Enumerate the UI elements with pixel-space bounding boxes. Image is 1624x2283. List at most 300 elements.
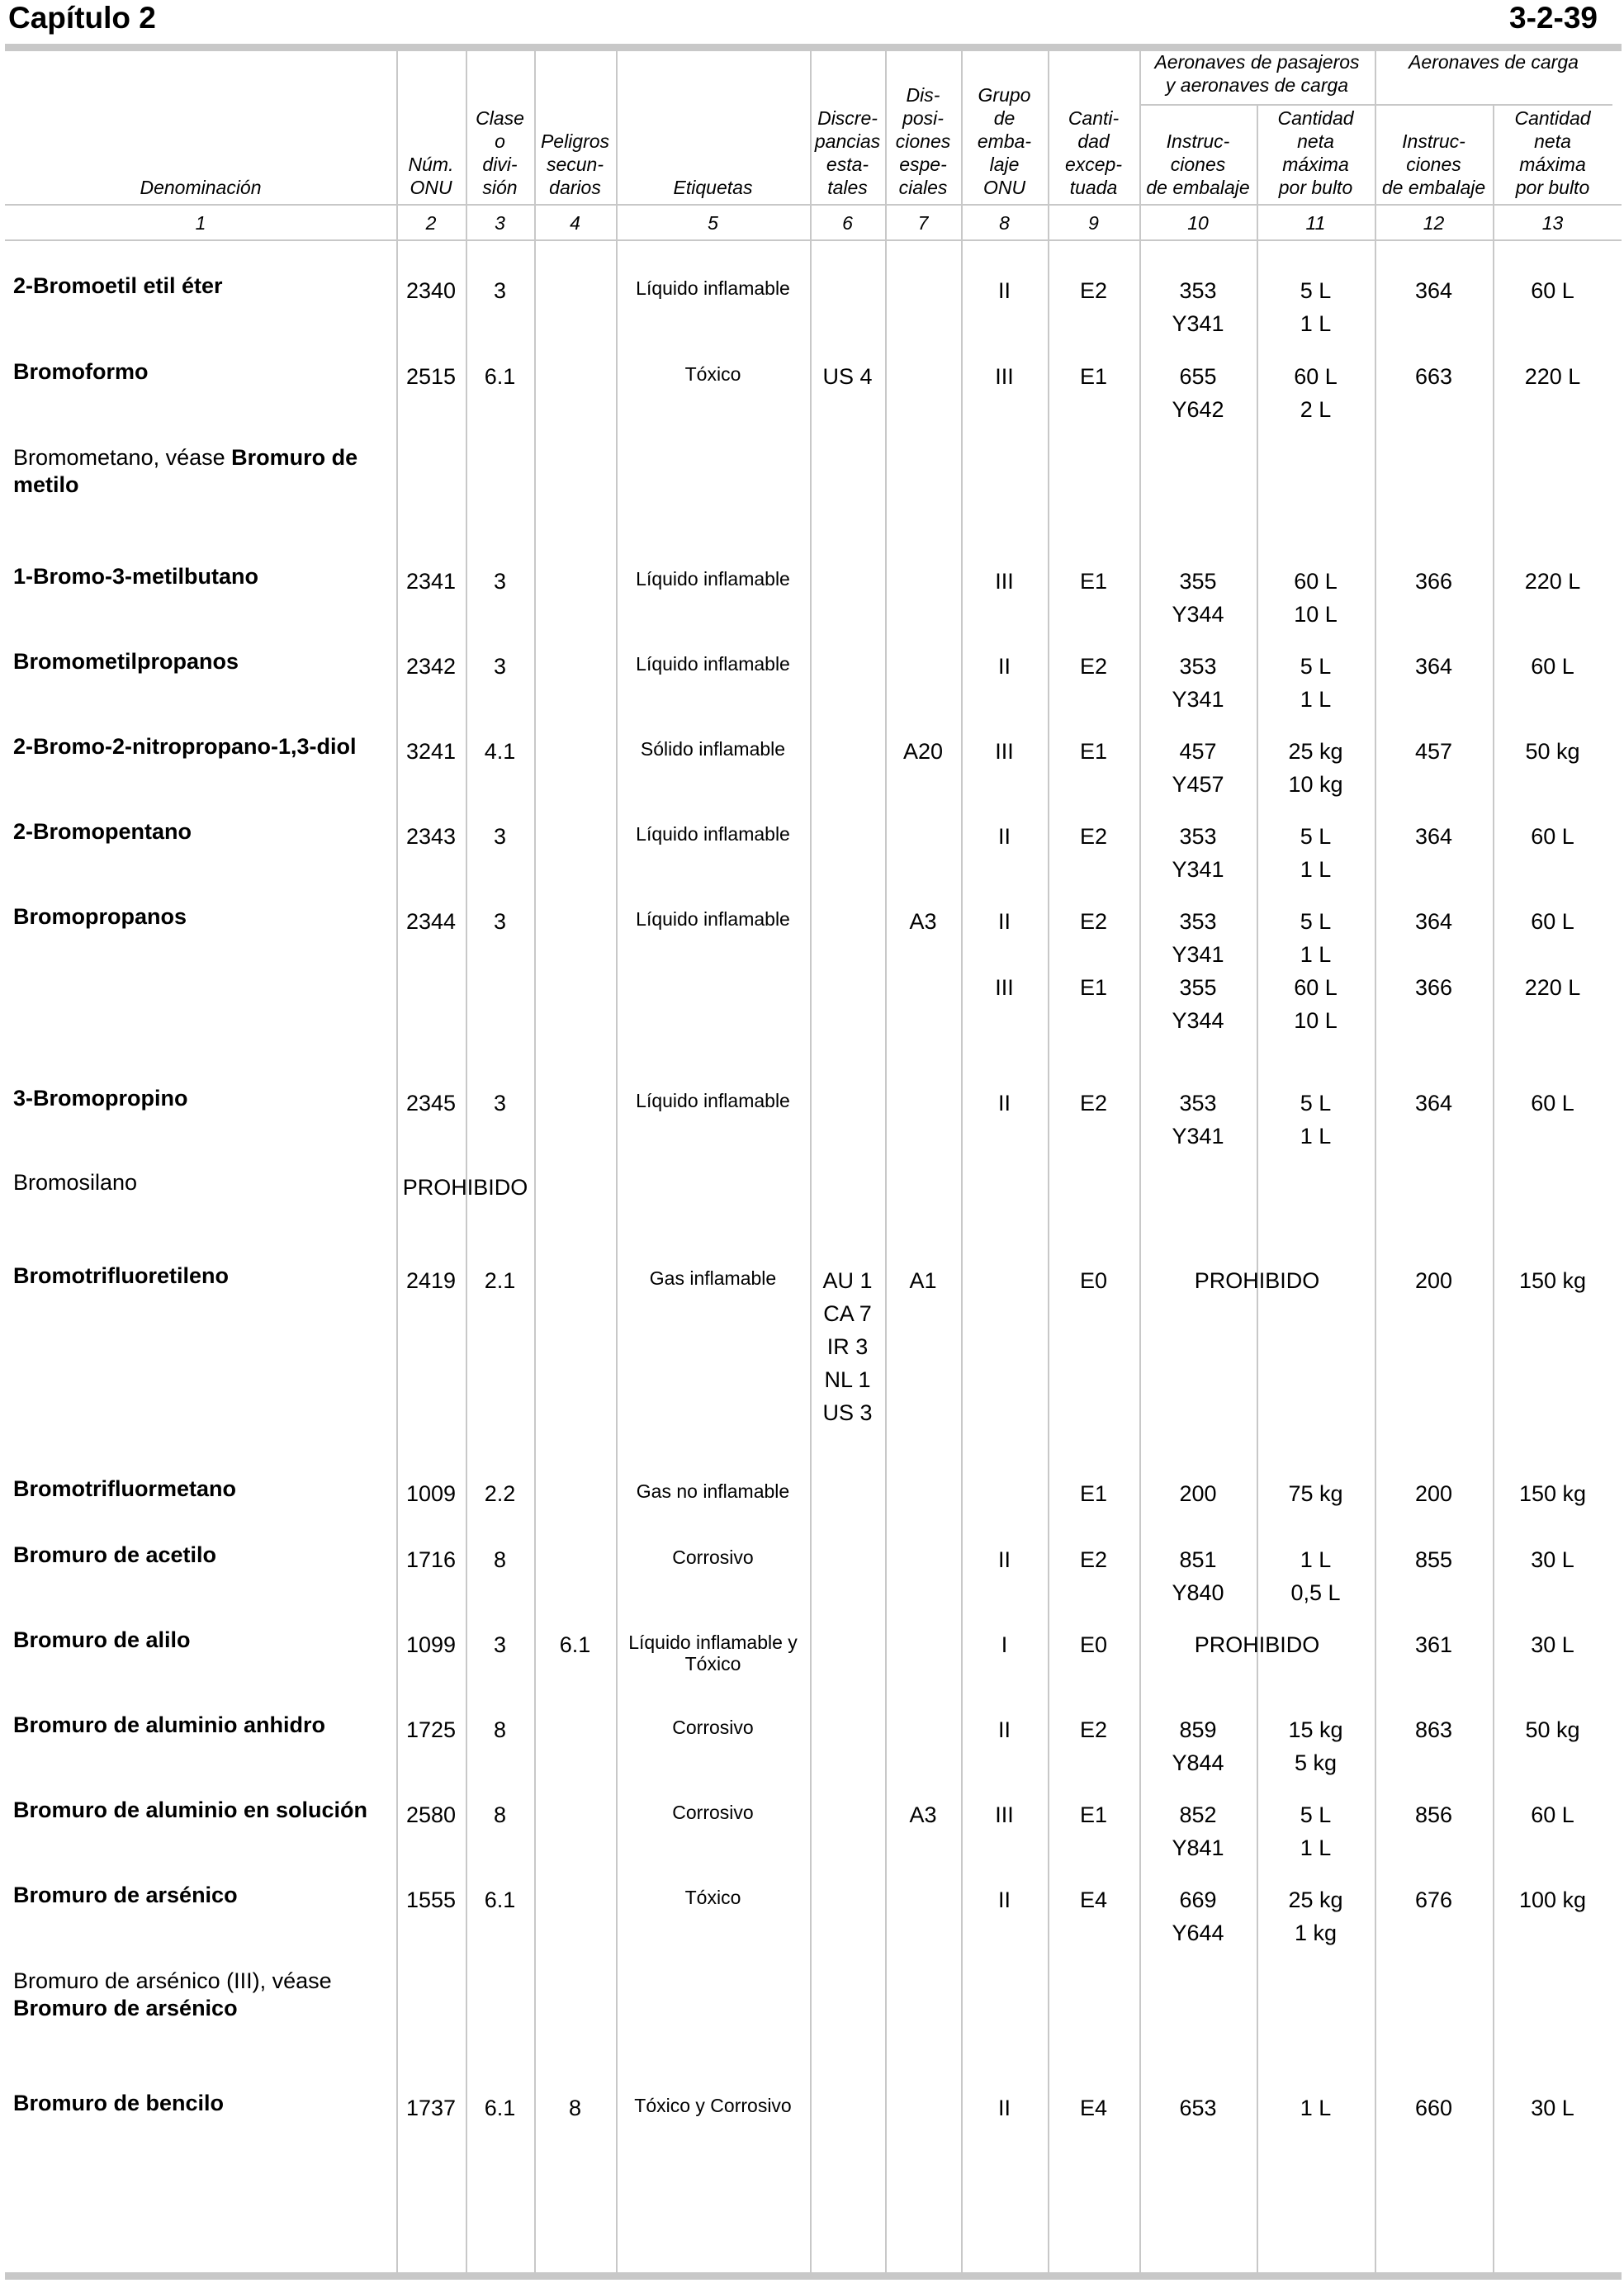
hazard-label: Líquido inflamable	[636, 277, 790, 299]
cargo-packing-instruction-value	[1375, 938, 1493, 971]
substance-name-bold: Bromotrifluoretileno	[13, 1263, 229, 1288]
passenger-packing-instruction-value: 353	[1179, 909, 1217, 934]
header-divider	[5, 204, 1622, 206]
cargo-packing-instruction-value: 364	[1414, 824, 1453, 849]
substance-name-bold: 1-Bromo-3-metilbutano	[13, 564, 258, 589]
cargo-packing-instruction	[1375, 905, 1493, 1004]
substance-name	[13, 1542, 395, 1569]
cargo-packing-instruction-value: 364	[1414, 909, 1453, 934]
cargo-max-net-quantity	[1493, 1713, 1612, 1746]
passenger-max-net-quantity-value: 5 kg	[1294, 1750, 1338, 1775]
un-number: 2342	[405, 654, 457, 679]
special-provision: A1	[909, 1268, 937, 1293]
state-variation-value: NL 1	[824, 1367, 871, 1392]
un-number: 2419	[405, 1268, 457, 1293]
class-division: 3	[493, 824, 507, 849]
hazard-label: Líquido inflamable	[636, 1090, 790, 1111]
substance-name-bold: Bromopropanos	[13, 904, 187, 929]
packing-group-value: II	[997, 1888, 1011, 1912]
column-header: Clase o divi- sión	[476, 107, 524, 198]
passenger-max-net-quantity-value: 60 L	[1294, 975, 1338, 1000]
substance-name	[13, 1169, 395, 1196]
cargo-packing-instruction-value: 863	[1414, 1717, 1453, 1742]
un-number: 2341	[405, 569, 457, 594]
packing-group-value: III	[995, 739, 1014, 764]
hazard-label: Líquido inflamable	[636, 823, 790, 845]
hazard-label: Corrosivo	[672, 1802, 754, 1823]
substance-name	[13, 903, 395, 931]
packing-group	[961, 905, 1048, 1004]
substance-name	[13, 444, 395, 499]
cargo-max-net-quantity-value: 30 L	[1531, 1547, 1574, 1572]
passenger-max-net-quantity-value: 60 L	[1294, 364, 1338, 389]
cargo-max-net-quantity-value: 150 kg	[1518, 1481, 1587, 1506]
substance-name	[13, 1712, 395, 1739]
cargo-packing-instruction-value: 364	[1414, 278, 1453, 303]
passenger-max-net-quantity-value: 1 L	[1300, 2096, 1332, 2120]
cargo-max-net-quantity-value: 60 L	[1531, 278, 1574, 303]
passenger-max-net-quantity-value: 5 L	[1300, 278, 1332, 303]
cargo-packing-instruction	[1375, 274, 1493, 307]
un-number: 1737	[405, 2096, 457, 2120]
passenger-packing-instruction	[1139, 735, 1257, 801]
packing-group	[961, 650, 1048, 683]
cargo-max-net-quantity-value: 50 kg	[1525, 1717, 1580, 1742]
excepted-quantity	[1048, 1628, 1139, 1661]
passenger-max-net-quantity-value: 5 L	[1300, 909, 1332, 934]
page-reference: 3-2-39	[1509, 1, 1598, 35]
cargo-max-net-quantity-value: 30 L	[1531, 2096, 1574, 2120]
cargo-max-net-quantity	[1493, 1477, 1612, 1510]
passenger-max-net-quantity-value: 5 L	[1300, 1091, 1332, 1115]
excepted-quantity-value: E4	[1079, 1888, 1108, 1912]
substance-name-text: Bromuro de arsénico (III), véase	[13, 1968, 332, 1993]
packing-group-value	[961, 938, 1048, 971]
cargo-max-net-quantity-value: 150 kg	[1518, 1268, 1587, 1293]
passenger-packing-instruction	[1139, 1477, 1257, 1510]
excepted-quantity	[1048, 820, 1139, 853]
packing-group	[961, 1087, 1048, 1120]
substance-name	[13, 1797, 395, 1824]
packing-group	[961, 274, 1048, 307]
passenger-max-net-quantity-value: 75 kg	[1288, 1481, 1343, 1506]
cargo-packing-instruction	[1375, 360, 1493, 393]
excepted-quantity	[1048, 1264, 1139, 1297]
column-divider	[616, 51, 618, 2272]
passenger-max-net-quantity-value: 10 L	[1294, 602, 1338, 627]
state-variation-value: CA 7	[823, 1301, 872, 1326]
column-number: 11	[1305, 212, 1326, 234]
packing-group-value: II	[997, 654, 1011, 679]
column-number: 5	[708, 212, 718, 234]
excepted-quantity	[1048, 650, 1139, 683]
column-number: 12	[1423, 212, 1445, 234]
substance-name	[13, 1968, 395, 2022]
substance-name-bold: Bromuro de acetilo	[13, 1542, 217, 1567]
hazard-label: Tóxico	[684, 363, 741, 385]
special-provision: A20	[902, 739, 944, 764]
excepted-quantity-value: E1	[1079, 975, 1108, 1000]
column-header: Núm. ONU	[408, 154, 454, 198]
class-division: 3	[493, 278, 507, 303]
hazard-label: Corrosivo	[672, 1717, 754, 1738]
passenger-max-net-quantity	[1257, 565, 1375, 631]
cargo-packing-instruction-value: 856	[1414, 1802, 1453, 1827]
passenger-max-net-quantity-value: 5 L	[1300, 824, 1332, 849]
packing-group-value: III	[995, 569, 1014, 594]
packing-group-value: II	[997, 278, 1011, 303]
passenger-max-net-quantity	[1257, 1087, 1375, 1153]
passenger-packing-instruction	[1139, 274, 1257, 340]
passenger-max-net-quantity	[1257, 1713, 1375, 1779]
substance-name-bold: Bromuro de arsénico	[13, 1996, 238, 2020]
passenger-packing-instruction-value: Y341	[1172, 942, 1224, 967]
group-header-divider	[1139, 104, 1612, 106]
substance-name-bold: 3-Bromopropino	[13, 1086, 188, 1111]
cargo-max-net-quantity-value: 60 L	[1531, 1091, 1574, 1115]
passenger-forbidden: PROHIBIDO	[1194, 1268, 1320, 1293]
special-provision: A3	[909, 909, 937, 934]
cargo-max-net-quantity	[1493, 650, 1612, 683]
column-header: Etiquetas	[673, 177, 753, 198]
passenger-max-net-quantity	[1257, 1883, 1375, 1949]
hazard-label: Líquido inflamable	[636, 653, 790, 675]
hazard-label: Tóxico	[684, 1887, 741, 1908]
class-division: 4.1	[484, 739, 516, 764]
packing-group	[961, 1713, 1048, 1746]
subsidiary-hazard: 8	[568, 2096, 582, 2120]
hazard-label: Sólido inflamable	[640, 738, 786, 760]
column-header: Peligros secun- darios	[540, 130, 610, 198]
substance-name-bold: Bromuro de metilo	[13, 445, 358, 497]
packing-group-value: II	[997, 1547, 1011, 1572]
cargo-max-net-quantity-value: 100 kg	[1518, 1888, 1587, 1912]
un-number: 1099	[405, 1632, 457, 1657]
passenger-max-net-quantity-value: 15 kg	[1288, 1717, 1343, 1742]
passenger-packing-instruction	[1139, 360, 1257, 426]
substance-name	[13, 1475, 395, 1503]
excepted-quantity	[1048, 905, 1139, 1004]
passenger-packing-instruction-value: Y341	[1172, 311, 1224, 336]
cargo-max-net-quantity-value: 220 L	[1524, 975, 1581, 1000]
column-number: 3	[495, 212, 505, 234]
column-header: Denominación	[140, 177, 262, 198]
column-header: Discre- pancias esta- tales	[814, 107, 881, 198]
packing-group-value: II	[997, 1091, 1011, 1115]
column-number: 1	[195, 212, 206, 234]
class-division: 2.2	[484, 1481, 516, 1506]
class-division: 3	[493, 1091, 507, 1115]
cargo-packing-instruction-value: 361	[1414, 1632, 1453, 1657]
passenger-max-net-quantity-value: 2 L	[1300, 397, 1332, 422]
substance-name-bold: Bromuro de aluminio anhidro	[13, 1712, 326, 1737]
cargo-packing-instruction-value: 200	[1414, 1268, 1453, 1293]
passenger-max-net-quantity-value: 1 L	[1300, 857, 1332, 882]
cargo-max-net-quantity-value: 220 L	[1524, 364, 1581, 389]
column-number: 8	[999, 212, 1010, 234]
passenger-max-net-quantity	[1257, 1543, 1375, 1609]
column-number: 10	[1187, 212, 1209, 234]
un-number: 1555	[405, 1888, 457, 1912]
cargo-packing-instruction-value: 663	[1414, 364, 1453, 389]
passenger-packing-instruction	[1139, 905, 1257, 1037]
column-header: Instruc- ciones de embalaje	[1146, 130, 1250, 198]
cargo-max-net-quantity-value: 60 L	[1531, 909, 1574, 934]
un-number: 1009	[405, 1481, 457, 1506]
cargo-packing-instruction	[1375, 565, 1493, 598]
passenger-packing-instruction-value: 353	[1179, 1091, 1217, 1115]
excepted-quantity	[1048, 360, 1139, 393]
cargo-max-net-quantity	[1493, 735, 1612, 768]
passenger-packing-instruction-value: 669	[1179, 1888, 1217, 1912]
excepted-quantity	[1048, 1087, 1139, 1120]
cargo-max-net-quantity	[1493, 1543, 1612, 1576]
substance-name-bold: Bromometilpropanos	[13, 649, 239, 674]
bottom-rule	[5, 2272, 1622, 2280]
excepted-quantity-value: E0	[1079, 1268, 1108, 1293]
un-number: 2345	[405, 1091, 457, 1115]
packing-group	[961, 1883, 1048, 1916]
passenger-packing-instruction	[1139, 650, 1257, 716]
cargo-packing-instruction	[1375, 2091, 1493, 2124]
passenger-packing-instruction	[1139, 2091, 1257, 2124]
passenger-max-net-quantity	[1257, 905, 1375, 1037]
cargo-packing-instruction	[1375, 735, 1493, 768]
cargo-max-net-quantity-value	[1493, 938, 1612, 971]
excepted-quantity	[1048, 735, 1139, 768]
special-provision: A3	[909, 1802, 937, 1827]
excepted-quantity	[1048, 565, 1139, 598]
substance-name-bold: Bromoformo	[13, 359, 149, 384]
column-divider	[885, 51, 887, 2272]
column-number-divider	[5, 239, 1622, 241]
cargo-packing-instruction-value: 457	[1414, 739, 1453, 764]
packing-group-value: II	[997, 909, 1011, 934]
un-number: 1716	[405, 1547, 457, 1572]
passenger-max-net-quantity	[1257, 2091, 1375, 2124]
excepted-quantity-value	[1048, 938, 1139, 971]
passenger-packing-instruction-value: Y840	[1172, 1580, 1224, 1605]
substance-name-bold: Bromuro de bencilo	[13, 2091, 225, 2115]
state-variation-value: AU 1	[822, 1268, 873, 1293]
state-variation-value: IR 3	[826, 1334, 869, 1359]
cargo-packing-instruction	[1375, 650, 1493, 683]
cargo-packing-instruction	[1375, 1477, 1493, 1510]
substance-name-bold: Bromuro de arsénico	[13, 1883, 238, 1907]
packing-group	[961, 565, 1048, 598]
passenger-packing-instruction	[1139, 1798, 1257, 1864]
excepted-quantity	[1048, 1883, 1139, 1916]
cargo-max-net-quantity	[1493, 820, 1612, 853]
passenger-packing-instruction-value: 851	[1179, 1547, 1217, 1572]
cargo-max-net-quantity-value: 30 L	[1531, 1632, 1574, 1657]
column-number: 2	[425, 212, 437, 234]
passenger-max-net-quantity-value: 10 kg	[1288, 772, 1343, 797]
excepted-quantity-value: E1	[1079, 1802, 1108, 1827]
passenger-max-net-quantity-value: 1 L	[1300, 311, 1332, 336]
cargo-max-net-quantity	[1493, 1628, 1612, 1661]
column-divider	[534, 51, 536, 2272]
excepted-quantity	[1048, 1713, 1139, 1746]
hazard-label: Gas inflamable	[649, 1267, 777, 1289]
cargo-packing-instruction-value: 364	[1414, 1091, 1453, 1115]
un-number: 2515	[405, 364, 457, 389]
cargo-packing-instruction	[1375, 1543, 1493, 1576]
passenger-max-net-quantity-value: 1 L	[1300, 942, 1332, 967]
excepted-quantity-value: E2	[1079, 909, 1108, 934]
packing-group-value: I	[1001, 1632, 1008, 1657]
excepted-quantity-value: E2	[1079, 1547, 1108, 1572]
passenger-max-net-quantity-value: 5 L	[1300, 654, 1332, 679]
excepted-quantity-value: E1	[1079, 364, 1108, 389]
substance-name-bold: Bromuro de alilo	[13, 1627, 191, 1652]
packing-group-value: II	[997, 2096, 1011, 2120]
state-variation	[810, 1264, 885, 1429]
passenger-packing-instruction-value: 653	[1179, 2096, 1217, 2120]
group-header-cargo-aircraft: Aeronaves de carga	[1409, 51, 1579, 73]
cargo-packing-instruction-value: 366	[1414, 975, 1453, 1000]
cargo-packing-instruction-value: 660	[1414, 2096, 1453, 2120]
excepted-quantity	[1048, 274, 1139, 307]
passenger-max-net-quantity	[1257, 650, 1375, 716]
packing-group-value: III	[995, 975, 1014, 1000]
excepted-quantity-value: E2	[1079, 1717, 1108, 1742]
chapter-title: Capítulo 2	[8, 1, 156, 35]
packing-group-value: II	[997, 824, 1011, 849]
substance-name	[13, 818, 395, 845]
passenger-max-net-quantity-value: 0,5 L	[1290, 1580, 1341, 1605]
passenger-packing-instruction	[1139, 820, 1257, 886]
substance-name-text: Bromosilano	[13, 1170, 138, 1195]
packing-group	[961, 735, 1048, 768]
cargo-packing-instruction	[1375, 1713, 1493, 1746]
cargo-max-net-quantity-value: 60 L	[1531, 1802, 1574, 1827]
substance-name	[13, 733, 395, 760]
passenger-packing-instruction	[1139, 1543, 1257, 1609]
packing-group	[961, 2091, 1048, 2124]
cargo-packing-instruction-value: 364	[1414, 654, 1453, 679]
passenger-packing-instruction	[1139, 565, 1257, 631]
passenger-max-net-quantity-value: 1 L	[1300, 1835, 1332, 1860]
cargo-max-net-quantity-value: 220 L	[1524, 569, 1581, 594]
column-header: Cantidad neta máxima por bulto	[1277, 107, 1354, 198]
passenger-packing-instruction-value: Y642	[1172, 397, 1224, 422]
hazard-label: Gas no inflamable	[636, 1480, 790, 1502]
cargo-max-net-quantity	[1493, 2091, 1612, 2124]
substance-name-bold: 2-Bromo-2-nitropropano-1,3-diol	[13, 734, 357, 759]
excepted-quantity	[1048, 1798, 1139, 1831]
substance-name-bold: Bromotrifluormetano	[13, 1476, 236, 1501]
column-divider	[1493, 104, 1494, 2272]
class-division: 6.1	[484, 364, 516, 389]
un-number: 1725	[405, 1717, 457, 1742]
excepted-quantity-value: E2	[1079, 824, 1108, 849]
passenger-packing-instruction-value: 655	[1179, 364, 1217, 389]
passenger-packing-instruction-value: Y844	[1172, 1750, 1224, 1775]
passenger-packing-instruction-value: 353	[1179, 278, 1217, 303]
passenger-packing-instruction	[1139, 1087, 1257, 1153]
column-number: 13	[1541, 212, 1564, 234]
passenger-max-net-quantity-value: 1 L	[1300, 687, 1332, 712]
cargo-max-net-quantity	[1493, 1087, 1612, 1120]
passenger-packing-instruction	[1139, 1883, 1257, 1949]
class-division: 3	[493, 569, 507, 594]
class-division: 3	[493, 654, 507, 679]
cargo-max-net-quantity	[1493, 1798, 1612, 1831]
class-division: 3	[493, 909, 507, 934]
column-number: 6	[842, 212, 853, 234]
class-division: 2.1	[484, 1268, 516, 1293]
packing-group-value: III	[995, 1802, 1014, 1827]
state-variation	[810, 360, 885, 393]
hazard-label: Líquido inflamable	[636, 568, 790, 590]
state-variation-value: US 3	[822, 1400, 873, 1425]
subsidiary-hazard: 6.1	[559, 1632, 591, 1657]
excepted-quantity	[1048, 2091, 1139, 2124]
passenger-packing-instruction-value: 355	[1179, 975, 1217, 1000]
column-header: Instruc- ciones de embalaje	[1381, 130, 1486, 198]
passenger-max-net-quantity	[1257, 735, 1375, 801]
passenger-packing-instruction-value: 353	[1179, 654, 1217, 679]
passenger-max-net-quantity-value: 1 L	[1300, 1547, 1332, 1572]
passenger-max-net-quantity-value: 25 kg	[1288, 1888, 1343, 1912]
cargo-packing-instruction	[1375, 820, 1493, 853]
passenger-max-net-quantity-value: 1 L	[1300, 1124, 1332, 1149]
un-number: 3241	[405, 739, 457, 764]
packing-group	[961, 360, 1048, 393]
hazard-label: Corrosivo	[672, 1546, 754, 1568]
passenger-packing-instruction-value: Y457	[1172, 772, 1224, 797]
passenger-packing-instruction-value: 355	[1179, 569, 1217, 594]
class-division: 8	[493, 1717, 507, 1742]
substance-name	[13, 1882, 395, 1909]
cargo-max-net-quantity	[1493, 905, 1612, 1004]
substance-name	[13, 1085, 395, 1112]
passenger-max-net-quantity-value: 1 kg	[1294, 1921, 1338, 1945]
passenger-packing-instruction-value: Y341	[1172, 1124, 1224, 1149]
passenger-packing-instruction-value: Y344	[1172, 1008, 1224, 1033]
excepted-quantity-value: E2	[1079, 1091, 1108, 1115]
passenger-packing-instruction-value: 457	[1179, 739, 1217, 764]
passenger-max-net-quantity-value: 5 L	[1300, 1802, 1332, 1827]
substance-name	[13, 2090, 395, 2117]
group-header-passenger-aircraft: Aeronaves de pasajeros y aeronaves de carga	[1154, 51, 1360, 96]
cargo-packing-instruction-value: 200	[1414, 1481, 1453, 1506]
cargo-max-net-quantity-value: 50 kg	[1525, 739, 1580, 764]
passenger-max-net-quantity	[1257, 1798, 1375, 1864]
class-division: 3	[493, 1632, 507, 1657]
hazard-label: Líquido inflamable	[636, 908, 790, 930]
passenger-max-net-quantity	[1257, 1477, 1375, 1510]
excepted-quantity-value: E1	[1079, 1481, 1108, 1506]
passenger-max-net-quantity	[1257, 360, 1375, 426]
packing-group-value: II	[997, 1717, 1011, 1742]
passenger-max-net-quantity-value: 60 L	[1294, 569, 1338, 594]
cargo-packing-instruction-value: 676	[1414, 1888, 1453, 1912]
class-division: 8	[493, 1547, 507, 1572]
cargo-max-net-quantity	[1493, 565, 1612, 598]
passenger-forbidden: PROHIBIDO	[1194, 1632, 1320, 1657]
un-number: 2580	[405, 1802, 457, 1827]
passenger-packing-instruction-value: 852	[1179, 1802, 1217, 1827]
passenger-packing-instruction	[1139, 1713, 1257, 1779]
cargo-max-net-quantity-value: 60 L	[1531, 824, 1574, 849]
substance-name-bold: 2-Bromopentano	[13, 819, 192, 844]
cargo-packing-instruction-value: 855	[1414, 1547, 1453, 1572]
cargo-max-net-quantity	[1493, 360, 1612, 393]
excepted-quantity-value: E2	[1079, 278, 1108, 303]
cargo-packing-instruction-value: 366	[1414, 569, 1453, 594]
